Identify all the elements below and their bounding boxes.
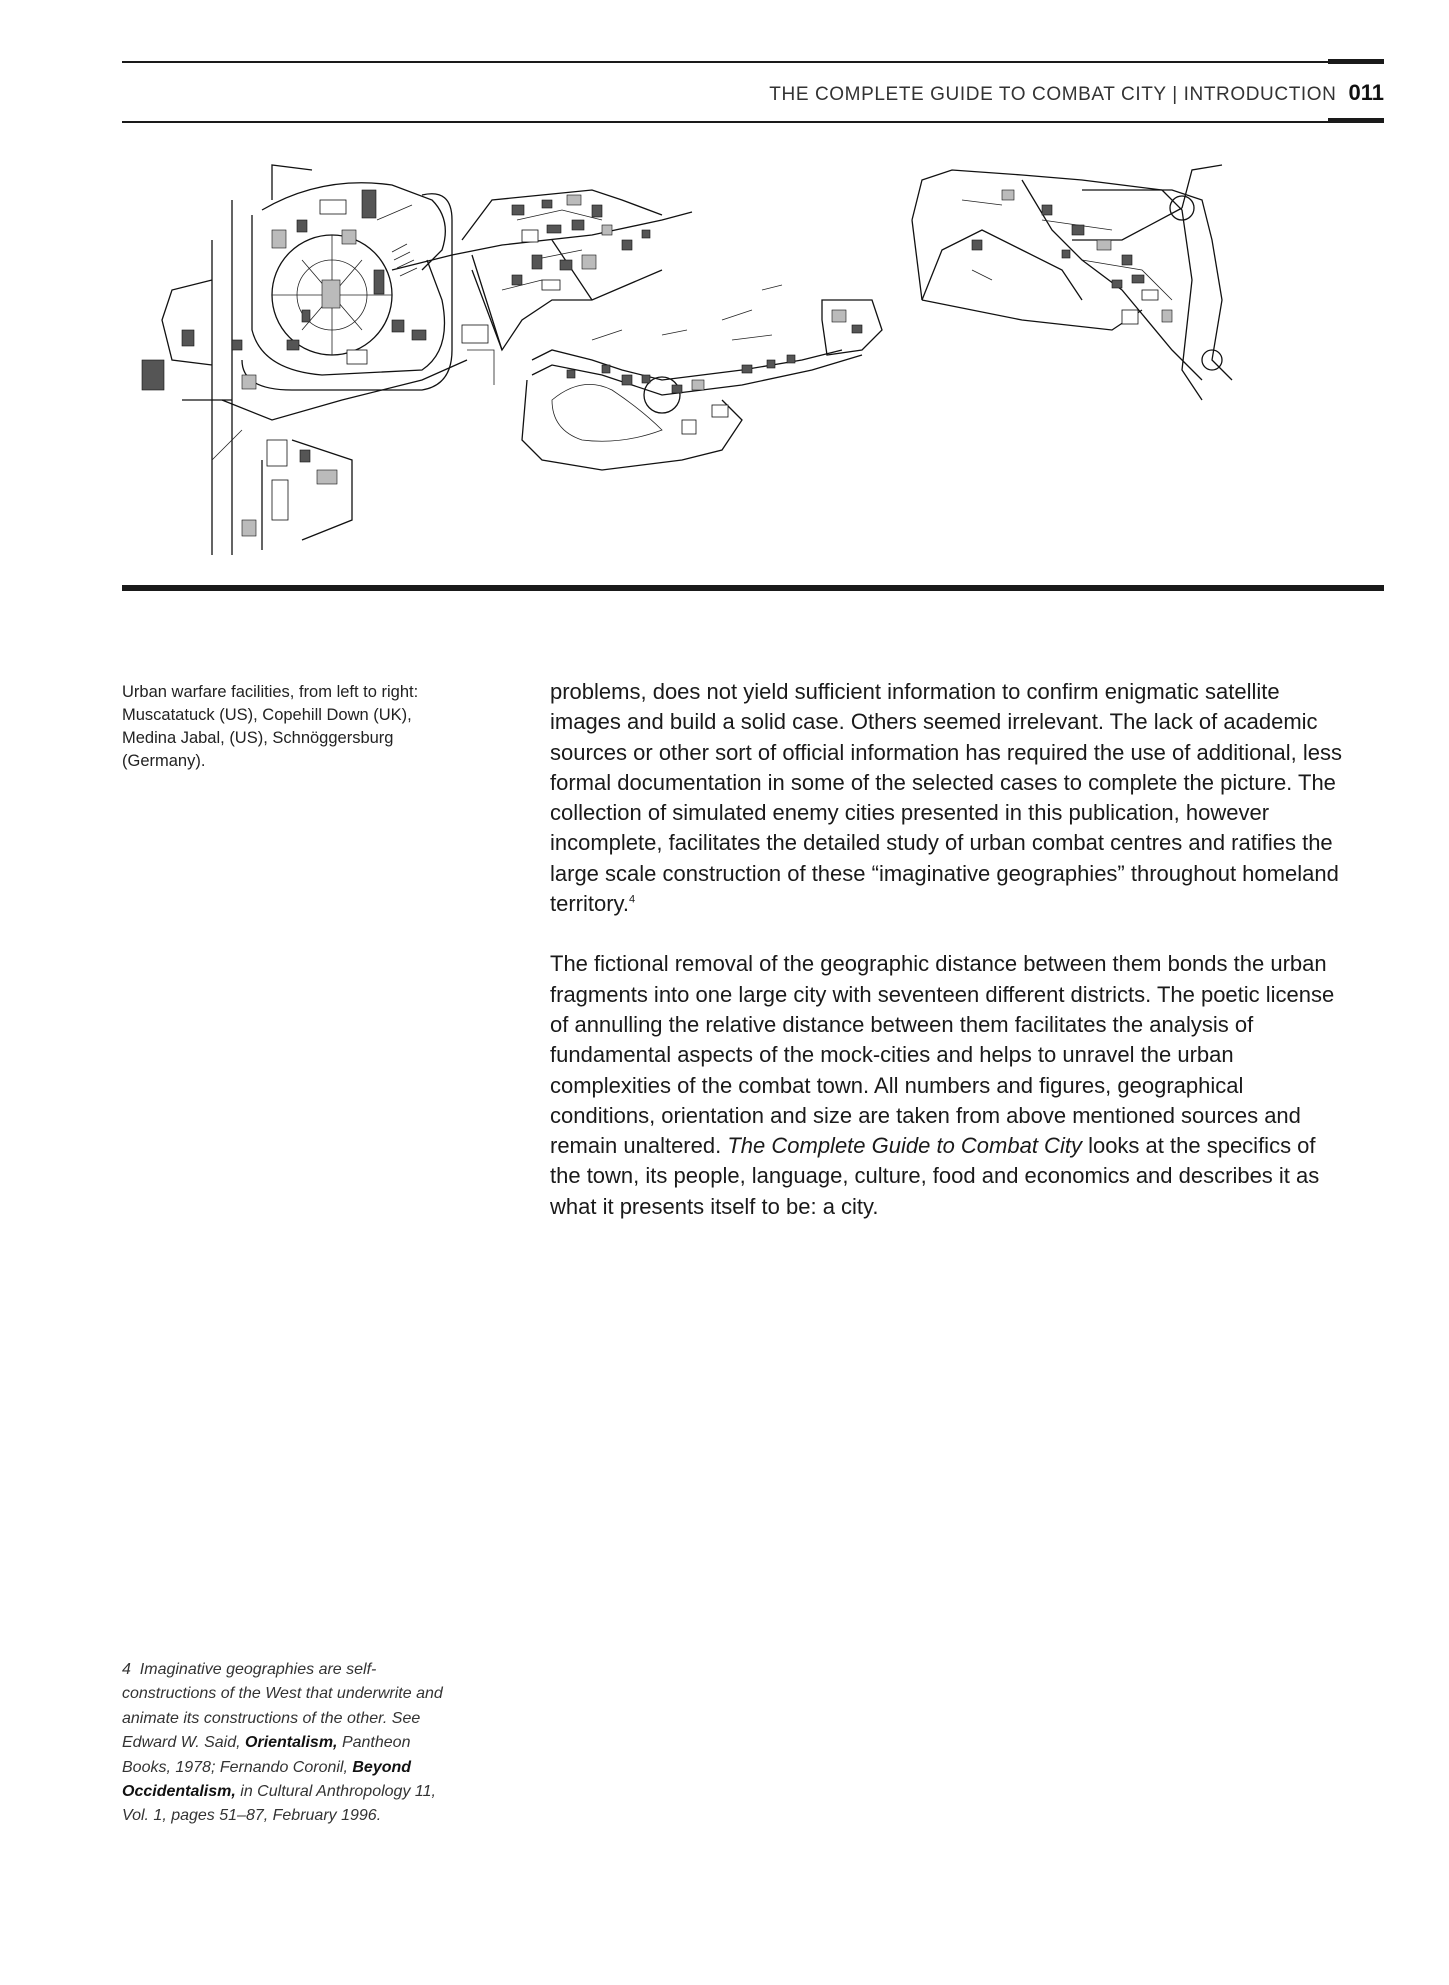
footnote-text-3: in Cultural Anthropology 11, Vol. 1, pages 51–87, February 1996. [122, 1783, 436, 1825]
map-muscatatuck [142, 165, 494, 555]
body-paragraph-2-text: The fictional removal of the geographic distance between them bonds the urban fragments into one large city with seventeen different districts. The poetic license of annulling the relative distance between them facilitates the analysis of fundamental aspects of the mock-cities and helps to unravel the urban complexities of the combat town. All numbers and figures, geographical conditions, orientation and size are taken from above mentioned sources and remain unaltered. [550, 951, 1335, 1159]
footnote-text-2: Pantheon Books, 1978; Fernando Coronil, [122, 1734, 411, 1776]
footnote-number: 4 [122, 1661, 131, 1678]
footnote-title-orientalism: Orientalism, [245, 1734, 338, 1752]
footnote-text-1: Imaginative geographies are self-constructions of the West that underwrite and animate its constructions of the other. See Edward W. Said, [122, 1661, 443, 1752]
map-copehill-down [392, 190, 692, 350]
running-head [769, 80, 1384, 106]
header-tab-bottom [1328, 118, 1384, 123]
footnote-reference: 4 [629, 893, 636, 906]
body-paragraph-1 [550, 677, 1350, 919]
page-number: 011 [1348, 80, 1384, 105]
book-title: The Complete Guide to Combat City [727, 1133, 1082, 1159]
header-top-rule [122, 61, 1384, 63]
running-title: THE COMPLETE GUIDE TO COMBAT CITY | INTRODUCTION [769, 84, 1337, 105]
figure-caption: Urban warfare facilities, from left to right: Muscatatuck (US), Copehill Down (UK), Medina Jabal, (US), Schnöggersburg (Germany). [122, 683, 419, 770]
header-tab-top [1328, 59, 1384, 64]
body-paragraph-2-end: looks at the specifics of the town, its people, language, culture, food and economics and describes it as what it presents itself to be: a city. [550, 1133, 1320, 1219]
map-schnoggersburg [912, 165, 1232, 400]
body-paragraph-1-text: problems, does not yield sufficient information to confirm enigmatic satellite images and build a solid case. Others seemed irrelevant. The lack of academic sources or other sort of official information has required the use of additional, less formal documentation in some of the selected cases to complete the picture. The collection of simulated enemy cities presented in this publication, however incomplete, facilitates the detailed study of urban combat centres and ratifies the large scale construction of these “imaginative geographies” throughout homeland territory. [550, 679, 1343, 917]
facility-maps-figure [122, 160, 1384, 560]
body-paragraph-2 [550, 949, 1350, 1222]
site-plans-drawing [122, 160, 1384, 560]
figure-divider-rule [122, 585, 1384, 591]
map-medina-jabal [522, 285, 882, 470]
body-text [550, 677, 1350, 1222]
footnote-title-beyond-occidentalism: Beyond Occidentalism, [122, 1758, 412, 1801]
header-bottom-rule [122, 121, 1384, 123]
footnote [122, 1658, 462, 1829]
